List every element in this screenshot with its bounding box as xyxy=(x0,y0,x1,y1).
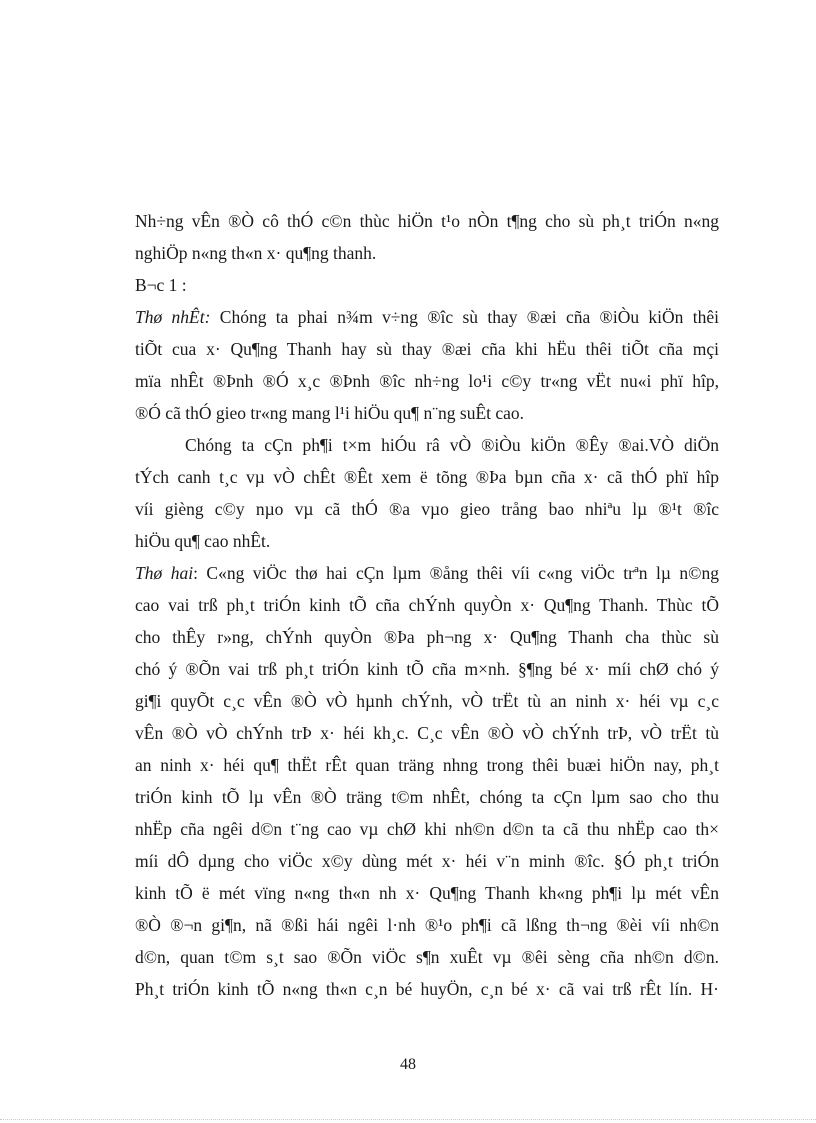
text-line: chó ý ®Õn vai trß ph¸t triÓn kinh tÕ cña m×nh. §¶ng bé x· míi chØ chó ý xyxy=(135,659,719,679)
text-line: Nh÷ng vÊn ®Ò cô thÓ c©n thùc hiÖn t¹o nÒn t¶ng cho sù ph¸t triÓn n«ng xyxy=(135,211,719,231)
page-number: 48 xyxy=(400,1056,416,1073)
text-line: nhËp cña ngêi d©n t¨ng cao vµ chØ khi nh©n d©n ta cã thu nhËp cao th× xyxy=(135,819,719,839)
text-line: d©n, quan t©m s¸t sao ®Õn viÖc s¶n xuÊt vµ ®êi sèng cña nh©n d©n. xyxy=(135,947,719,967)
section-heading: B¬c 1 : xyxy=(135,275,187,295)
text-line: hiÖu qu¶ cao nhÊt. xyxy=(135,531,271,551)
text-line: kinh tÕ ë mét vïng n«ng th«n nh x· Qu¶ng Thanh kh«ng ph¶i lµ mét vÊn xyxy=(135,883,719,903)
text-line: mïa nhÊt ®Þnh ®Ó x¸c ®Þnh ®îc nh÷ng lo¹i c©y tr«ng vËt nu«i phï hîp, xyxy=(135,371,719,391)
text-line: triÓn kinh tÕ lµ vÊn ®Ò träng t©m nhÊt, chóng ta cÇn lµm sao cho thu xyxy=(135,787,719,807)
paragraph-text: Chóng ta phai n¾m v÷ng ®îc sù thay ®æi cña ®iÒu kiÖn thêi xyxy=(210,307,719,327)
text-line: Ph¸t triÓn kinh tÕ n«ng th«n c¸n bé huyÖn, c¸n bé x· cã vai trß rÊt lín. H· xyxy=(135,979,719,999)
text-line: cho thÊy r»ng, chÝnh quyÒn ®Þa ph¬ng x· Qu¶ng Thanh cha thùc sù xyxy=(135,627,719,647)
text-line: tÝch canh t¸c vµ vÒ chÊt ®Êt xem ë tõng ®Þa bµn cña x· cã thÓ phï hîp xyxy=(135,467,719,487)
body-text xyxy=(135,205,719,1005)
text-line: ®Ò ®¬n gi¶n, nã ®ßi hái ngêi l·nh ®¹o ph¶i cã lßng th¬ng ®èi víi nh©n xyxy=(135,915,719,935)
paragraph-text: : C«ng viÖc thø hai cÇn lµm ®ång thêi víi c«ng viÖc trªn lµ n©ng xyxy=(193,563,719,583)
text-line xyxy=(135,557,719,589)
text-line: vÊn ®Ò vÒ chÝnh trÞ x· héi kh¸c. C¸c vÊn ®Ò vÒ chÝnh trÞ, vÒ trËt tù xyxy=(135,723,719,743)
text-line: nghiÖp n«ng th«n x· qu¶ng thanh. xyxy=(135,243,377,263)
text-line: míi dÔ dµng cho viÖc x©y dùng mét x· héi v¨n minh ®îc. §Ó ph¸t triÓn xyxy=(135,851,719,871)
text-line: ®Ó cã thÓ gieo tr«ng mang l¹i hiÖu qu¶ n¨ng suÊt cao. xyxy=(135,403,525,423)
paragraph-lead: Thø nhÊt: xyxy=(135,307,211,327)
text-line: cao vai trß ph¸t triÓn kinh tÕ cña chÝnh quyÒn x· Qu¶ng Thanh. Thùc tÕ xyxy=(135,595,719,615)
text-line: tiÕt cua x· Qu¶ng Thanh hay sù thay ®æi cña khi hËu thêi tiÕt cña mçi xyxy=(135,339,719,359)
text-line: Chóng ta cÇn ph¶i t×m hiÓu râ vÒ ®iÒu kiÖn ®Êy ®ai.VÒ diÖn xyxy=(185,435,719,455)
text-line: víi gièng c©y nµo vµ cã thÓ ®a vµo gieo trång bao nhiªu lµ ®¹t ®îc xyxy=(135,499,719,519)
text-line: an ninh x· héi qu¶ thËt rÊt quan träng nhng trong thêi buæi hiÖn nay, ph¸t xyxy=(135,755,719,775)
text-line xyxy=(135,301,719,333)
paragraph-lead: Thø hai xyxy=(135,563,194,583)
text-line: gi¶i quyÕt c¸c vÊn ®Ò vÒ hµnh chÝnh, vÒ trËt tù an ninh x· héi vµ c¸c xyxy=(135,691,719,711)
page-bottom-divider xyxy=(0,1119,816,1120)
